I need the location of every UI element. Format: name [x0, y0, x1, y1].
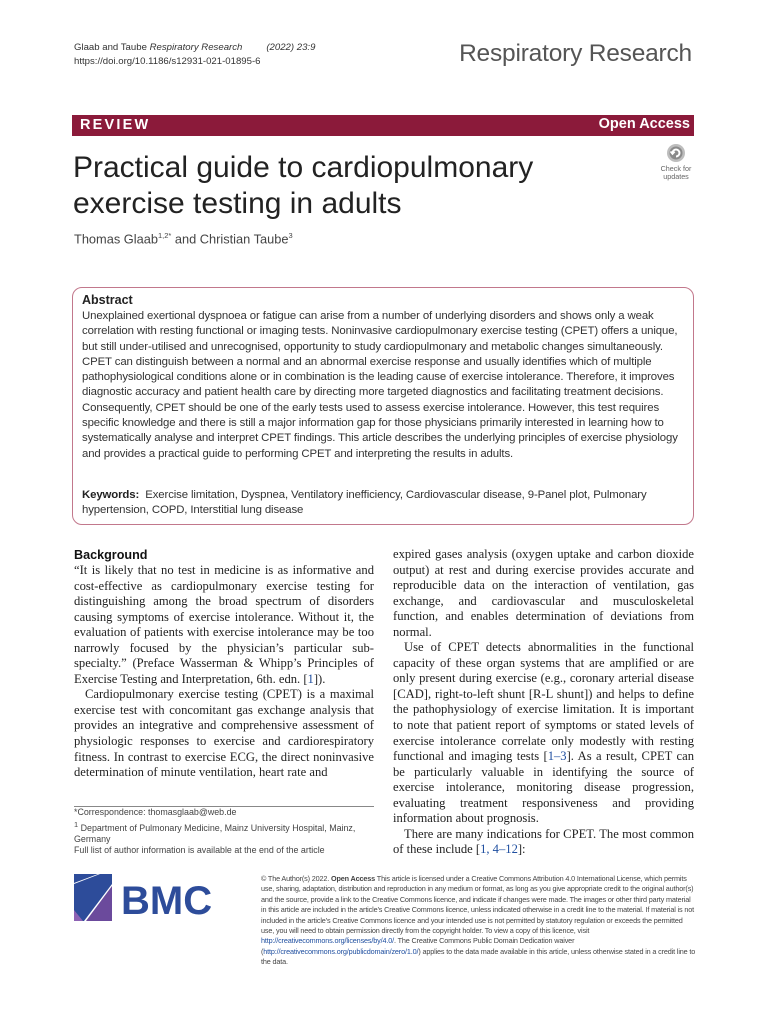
license-statement: [261, 874, 697, 968]
correspondence-note: *Correspondence: thomasglaab@web.de: [74, 807, 237, 817]
author-affiliation-marker: 1,2*: [157, 231, 172, 240]
abstract-text: Unexplained exertional dyspnoea or fatigue can arise from a number of underlying disorders and shows only a weak correlation with resting functional or imaging tests. Noninvasive cardiopulmonary exercise testing (CPET) offers a unique, but still under-utilised and unrecognised, opportunity to study cardiopulmonary and metabolic changes simultaneously. CPET can distinguish between a normal and an abnormal exercise response and usually identifies which of multiple pathophysiological conditions alone or in combination is the leading cause of exercise intolerance. Therefore, it improves diagnostic accuracy and patient health care by directing more targeted diagnostics and facilitating treatment decisions. Consequently, CPET should be one of the early tests used to assess exercise intolerance. However, this test requires specific knowledge and there is still a major information gap for those physicians primarily interested in learning how to systematically analyse and interpret CPET findings. This article describes the underlying principles of exercise physiology and provides a practical guide to performing CPET and interpreting the results in adults.: [82, 310, 678, 460]
affiliation-note: [74, 819, 374, 846]
body-paragraph: [74, 563, 374, 687]
citation-journal: Respiratory Research: [149, 42, 243, 53]
citation-link[interactable]: 1–3: [547, 749, 567, 764]
license-text: ) applies to the data made available in this article, unless otherwise stated in a credit line to the data.: [261, 946, 696, 967]
body-column-left: [74, 563, 374, 781]
author-joiner: and: [171, 231, 200, 247]
check-updates-line1: Check for: [660, 164, 692, 173]
paragraph-text: ]. As a result, CPET can be particularly valuable in identifying the source of exercise intolerance, monitoring disease progression, evaluating treatment responsiveness and providing information about prognosis.: [393, 749, 694, 826]
keywords-label: Keywords:: [82, 489, 140, 501]
paragraph-text: ]).: [313, 671, 326, 686]
article-type-label: REVIEW: [80, 117, 151, 133]
paragraph-text: There are many indications for CPET. The most common of these include [: [393, 826, 694, 857]
license-text: . The Creative Commons Public Domain Dedication waiver (: [261, 936, 575, 956]
bmc-logo-text: BMC: [121, 879, 213, 922]
doi-link[interactable]: https://doi.org/10.1186/s12931-021-01895-6: [74, 56, 261, 67]
author-info-note: Full list of author information is available at the end of the article: [74, 845, 325, 856]
license-link[interactable]: http://creativecommons.org/licenses/by/4.0/: [261, 936, 394, 946]
citation-header: [74, 41, 315, 69]
author-name[interactable]: Christian Taube: [199, 231, 289, 247]
citation-authors: Glaab and Taube: [74, 42, 147, 53]
check-for-updates-icon: [656, 142, 696, 182]
keywords: [82, 488, 684, 519]
footnotes: [74, 806, 374, 857]
open-access-label: Open Access: [598, 116, 690, 132]
article-title: Practical guide to cardiopulmonary exercise testing in adults: [73, 151, 534, 220]
body-paragraph: [393, 640, 694, 827]
license-text: © The Author(s) 2022.: [261, 874, 332, 883]
check-updates-line2: updates: [663, 172, 689, 181]
license-text: This article is licensed under a Creative Commons Attribution 4.0 International License, which permits use, sharing, adaptation, distribution and reproduction in any medium or format, as long as you give appropriate credit to the original author(s) and the source, provide a link to the Creative Commons licence, and indicate if changes were made. The images or other third party material in this article are included in the article’s Creative Commons licence, unless indicated otherwise in a credit line to the material. If material is not included in the article’s Creative Commons licence and your intended use is not permitted by statutory regulation or exceeds the permitted use, you will need to obtain permission directly from the copyright holder. To view a copy of this licence, visit: [261, 874, 694, 936]
body-paragraph: expired gases analysis (oxygen uptake and carbon dioxide output) at rest and during exercise provides accurate and reproducible data on the interaction of ventilation, gas exchange, and cardiovascular and musculoskeletal function, and enables determination of deviations from normal.: [393, 547, 694, 639]
license-open-access: Open Access: [331, 874, 376, 883]
section-heading-background: Background: [74, 548, 148, 562]
keywords-list: Exercise limitation, Dyspnea, Ventilatory inefficiency, Cardiovascular disease, 9-Panel plot, Pulmonary hypertension, COPD, Interstitial lung disease: [82, 489, 647, 517]
public-domain-link[interactable]: http://creativecommons.org/publicdomain/zero/1.0/: [263, 946, 419, 956]
paragraph-text: Use of CPET detects abnormalities in the functional capacity of these organ systems that are amplified or are only present during exercise (e.g., coronary arterial disease [CAD], right-to-left shunt [R-L shunt]) and helps to define the pathophysiology of exercise limitation. It is important to note that patient report of symptoms or stated levels of exercise intolerance correlate only modestly with resting functional and imaging tests [: [393, 640, 694, 764]
affiliation-text: Department of Pulmonary Medicine, Mainz University Hospital, Mainz, Germany: [74, 822, 356, 844]
citation-link[interactable]: 1: [307, 671, 314, 686]
paragraph-text: ]:: [517, 842, 526, 857]
check-for-updates-button[interactable]: [656, 142, 696, 182]
body-paragraph: Cardiopulmonary exercise testing (CPET) is a maximal exercise test with concomitant gas exchange analysis that provides an integrative and comprehensive assessment of physiologic responses to exercise and cardiorespiratory fitness. In contrast to exercise ECG, the direct noninvasive determination of minute ventilation, heart rate and: [74, 687, 374, 780]
abstract-heading: Abstract: [82, 293, 133, 307]
author-list: [74, 231, 293, 246]
body-column-right: [393, 547, 694, 858]
author-name[interactable]: Thomas Glaab: [74, 231, 158, 247]
paragraph-text: “It is likely that no test in medicine is as informative and cost-effective as cardiopulmonary exercise testing for distinguishing among the broad spectrum of disorders causing symptoms of exercise intolerance. Without it, the evaluation of patients with exercise intolerance may be too narrowly focused by the physician’s particular sub-specialty.” (Preface Wasserman & Whipp’s Principles of Exercise Testing and Interpretation, 6th. edn. [: [74, 563, 374, 686]
bmc-logo: [74, 874, 214, 922]
affiliation-number: 1: [74, 819, 79, 829]
journal-name: Respiratory Research: [459, 40, 692, 67]
body-paragraph: [393, 827, 694, 858]
citation-year-volume: (2022) 23:9: [266, 42, 316, 53]
citation-link[interactable]: 1, 4–12: [480, 842, 518, 857]
author-affiliation-marker: 3: [288, 231, 293, 240]
